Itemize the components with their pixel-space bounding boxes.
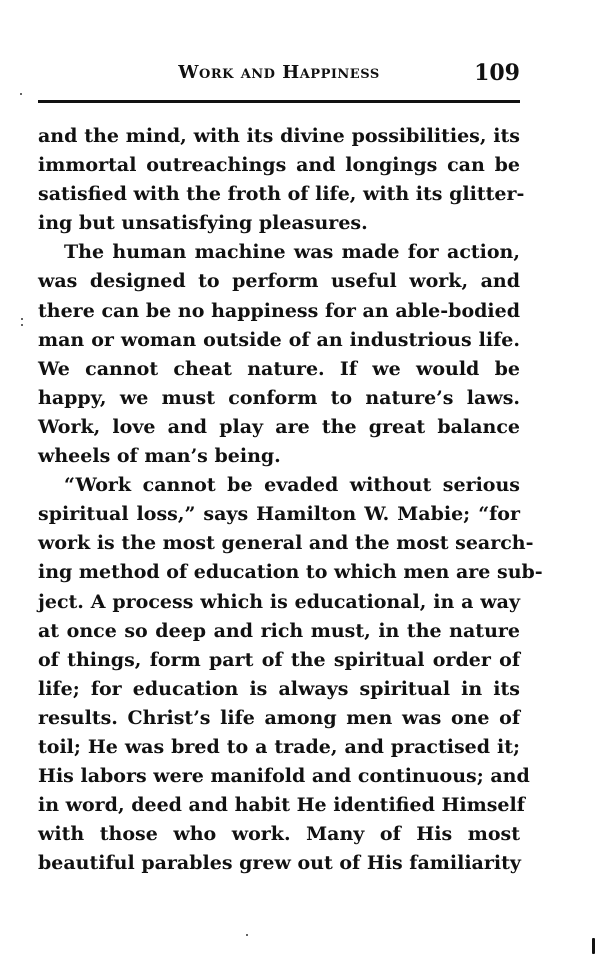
text-line: life; for education is always spiritual in its	[38, 677, 520, 700]
scan-speck	[246, 934, 248, 936]
text-line: The human machine was made for action,	[64, 241, 520, 264]
running-title: Work and Happiness	[178, 62, 380, 83]
text-line: His labors were manifold and continuous; and	[38, 765, 530, 788]
page-number: 109	[474, 60, 520, 86]
paragraph-1	[38, 122, 525, 238]
text-line: man or woman outside of an industrious life.	[38, 328, 520, 351]
text-line: beautiful parables grew out of His familiarity	[38, 852, 521, 875]
text-line: in word, deed and habit He identified Himself	[38, 794, 525, 817]
text-line: was designed to perform useful work, and	[38, 270, 520, 293]
text-line: wheels of man’s being.	[38, 445, 281, 468]
text-line: “Work cannot be evaded without serious	[64, 474, 520, 497]
text-line: ject. A process which is educational, in a way	[38, 590, 520, 613]
text-line: happy, we must conform to nature’s laws.	[38, 386, 520, 409]
body-text	[38, 122, 543, 878]
text-line: ing method of education to which men are sub-	[38, 561, 543, 584]
text-line: Work, love and play are the great balance	[38, 415, 520, 438]
text-line: work is the most general and the most search-	[38, 532, 534, 555]
scan-speck	[21, 318, 23, 320]
header-rule	[38, 100, 520, 103]
text-line: We cannot cheat nature. If we would be	[38, 357, 520, 380]
scan-speck	[20, 93, 22, 95]
paragraph-3	[38, 471, 543, 878]
text-line: immortal outreachings and longings can be	[38, 154, 520, 177]
text-line: with those who work. Many of His most	[38, 823, 520, 846]
text-line: and the mind, with its divine possibilities, its	[38, 125, 520, 147]
text-line: of things, form part of the spiritual order of	[38, 648, 520, 671]
scan-speck	[592, 938, 595, 954]
text-line: at once so deep and rich must, in the nature	[38, 619, 520, 642]
text-line: there can be no happiness for an able-bodied	[38, 299, 520, 322]
paragraph-2	[38, 238, 520, 471]
text-line: ing but unsatisfying pleasures.	[38, 212, 368, 235]
running-header	[38, 58, 520, 98]
text-line: satisfied with the froth of life, with its glitter-	[38, 183, 525, 206]
text-line: spiritual loss,” says Hamilton W. Mabie; “for	[38, 503, 520, 526]
text-line: results. Christ’s life among men was one of	[38, 706, 520, 729]
scan-speck	[21, 324, 23, 326]
text-line: toil; He was bred to a trade, and practised it;	[38, 735, 520, 758]
